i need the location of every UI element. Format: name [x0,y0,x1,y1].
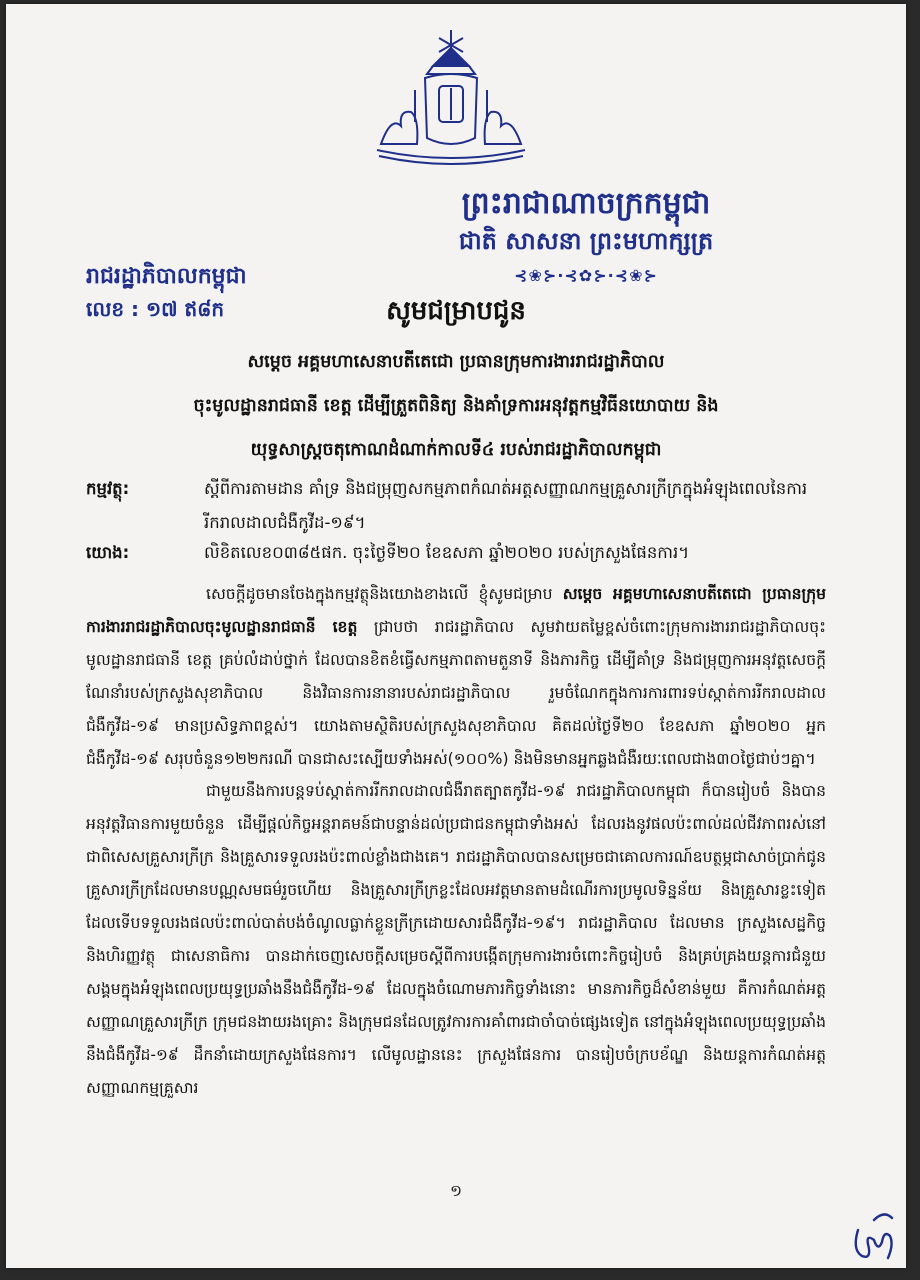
reference-label: យោង: [86,543,130,562]
reference-text: លិខិតលេខ០៣៨៥ផក. ចុះថ្ងៃទី២០ ខែឧសភា ឆ្នាំ២០២០ របស់ក្រសួងផែនការ។ [204,543,690,562]
subject-title [86,340,826,472]
subject-text: ស្តីពីការតាមដាន គាំទ្រ និងជម្រុញសកម្មភាពកំណត់អត្តសញ្ញាណកម្មគ្រួសារក្រីក្រក្នុងអំឡុងពេលនៃការរីករាលដាលជំងឺកូវីដ-១៩។ [204,479,808,532]
document-page [6,4,906,1268]
paragraph-1-bold: សម្តេច អគ្គមហាសេនាបតីតេជោ ប្រធានក្រុមការងាររាជរដ្ឋាភិបាលចុះមូលដ្ឋានរាជធានី ខេត្ត [86,585,827,636]
issuing-government: រាជរដ្ឋាភិបាលកម្ពុជា [86,264,247,289]
ornament-divider: ⊰❀⊱⋅⊰✿⊱⋅⊰❀⊱ [514,266,658,285]
signature-initials [844,1200,904,1268]
subject-row [86,472,826,540]
subject-title-line: យុទ្ធសាស្ត្រចតុកោណដំណាក់កាលទី៤ របស់រាជរដ្ឋាភិបាលកម្ពុជា [250,440,662,460]
kingdom-heading: ព្រះរាជាណាចក្រកម្ពុជា [461,186,711,221]
subject-title-line: ចុះមូលដ្ឋានរាជធានី ខេត្ត ដើម្បីត្រួតពិនិត្យ និងគាំទ្រការអនុវត្តកម្មវិធីនយោបាយ និង [193,396,719,416]
paragraph-1 [86,578,826,775]
reference-number: លេខ : ១៧ ឥ៨ក [86,297,225,321]
national-motto: ជាតិ សាសនា ព្រះមហាក្សត្រ [458,227,714,255]
letter-body [86,578,826,1105]
paragraph-1-rest: ជ្រាបថា រាជរដ្ឋាភិបាល សូមវាយតម្លៃខ្ពស់ចំពោះក្រុមការងាររាជរដ្ឋាភិបាលចុះមូលដ្ឋានរាជធានី ខេត្ត គ្រប់លំដាប់ថ្នាក់ ដែលបានខិតខំធ្វើសកម្មភាពតាមតួនាទី និងភារកិច្ច ដើម្បីគាំទ្រ និងជម្រុញការអនុវត្តសេចក្តីណែនាំរបស់ក្រសួងសុខាភិបាល និងវិធានការនានារបស់រាជរដ្ឋាភិបាល រួមចំណែកក្នុងការការពារទប់ស្កាត់ការរីករាលដាលជំងឺកូវីដ-១៩ មានប្រសិទ្ធភាពខ្ពស់។ យោងតាមស្ថិតិរបស់ក្រសួងសុខាភិបាល គិតដល់ថ្ងៃទី២០ ខែឧសភា ឆ្នាំ២០២០ អ្នកជំងឺកូវីដ-១៩ សរុបចំនួន១២២ករណី បានជាសះស្បើយទាំងអស់(១០០%) និងមិនមានអ្នកឆ្លងជំងឺរយៈពេលជាង៣០ថ្ងៃជាប់ៗគ្នា។ [86,617,826,768]
paragraph-1-intro: សេចក្តីដូចមានចែងក្នុងកម្មវត្ថុនិងយោងខាងលើ ខ្ញុំសូមជម្រាប [206,585,563,603]
reference-row [86,536,826,570]
subject-title-line: សម្តេច អគ្គមហាសេនាបតីតេជោ ប្រធានក្រុមការងាររាជរដ្ឋាភិបាល [247,352,665,372]
page-number: ១ [449,1181,463,1200]
paragraph-2: ជាមួយនឹងការបន្តទប់ស្កាត់ការរីករាលដាលជំងឺរាតត្បាតកូវីដ-១៩ រាជរដ្ឋាភិបាលកម្ពុជា ក៏បានរៀបចំ និងបានអនុវត្តវិធានការមួយចំនួន ដើម្បីផ្តល់កិច្ចអន្តរាគមន៍ជាបន្ទាន់ដល់ប្រជាជនកម្ពុជាទាំងអស់ ដែលរងនូវផលប៉ះពាល់ដល់ជីវភាពរស់នៅ ជាពិសេសគ្រួសារក្រីក្រ និងគ្រួសារទទួលរងប៉ះពាល់ខ្លាំងជាងគេ។ រាជរដ្ឋាភិបាលបានសម្រេចជាគោលការណ៍ឧបត្ថម្ភជាសាច់ប្រាក់ជូនគ្រួសារក្រីក្រដែលមានបណ្ណសមធម៌រួចហើយ និងគ្រួសារក្រីក្រខ្លះដែលអវត្តមានតាមដំណើរការប្រមូលទិន្នន័យ និងគ្រួសារខ្លះទៀតដែលទើបទទួលរងផលប៉ះពាល់បាត់បង់ចំណូលធ្លាក់ខ្លួនក្រីក្រដោយសារជំងឺកូវីដ-១៩។ រាជរដ្ឋាភិបាល ដែលមាន ក្រសួងសេដ្ឋកិច្ច និងហិរញ្ញវត្ថុ ជាសេនាធិការ បានដាក់ចេញសេចក្តីសម្រេចស្តីពីការបង្កើតក្រុមការងារចំពោះកិច្ចរៀបចំ និងគ្រប់គ្រងយន្តការជំនួយសង្គមក្នុងអំឡុងពេលប្រយុទ្ធប្រឆាំងនឹងជំងឺកូវីដ-១៩ ដែលក្នុងចំណោមភារកិច្ចទាំងនោះ មានភារកិច្ចដ៏សំខាន់មួយ គឺការកំណត់អត្តសញ្ញាណគ្រួសារក្រីក្រ ក្រុមជនងាយរងគ្រោះ និងក្រុមជនដែលត្រូវការការគាំពារជាចាំបាច់ផ្សេងទៀត នៅក្នុងអំឡុងពេលប្រយុទ្ធប្រឆាំងនឹងជំងឺកូវីដ-១៩ ដឹកនាំដោយក្រសួងផែនការ។ លើមូលដ្ឋាននេះ ក្រសួងផែនការ បានរៀបចំក្របខ័ណ្ឌ និងយន្តការកំណត់អត្តសញ្ញាណកម្មគ្រួសារ [86,782,826,1097]
subject-label: កម្មវត្ថុ: [86,479,130,498]
royal-arms-emblem [371,26,531,176]
notice-heading: សូមជម្រាបជូន [386,296,526,326]
